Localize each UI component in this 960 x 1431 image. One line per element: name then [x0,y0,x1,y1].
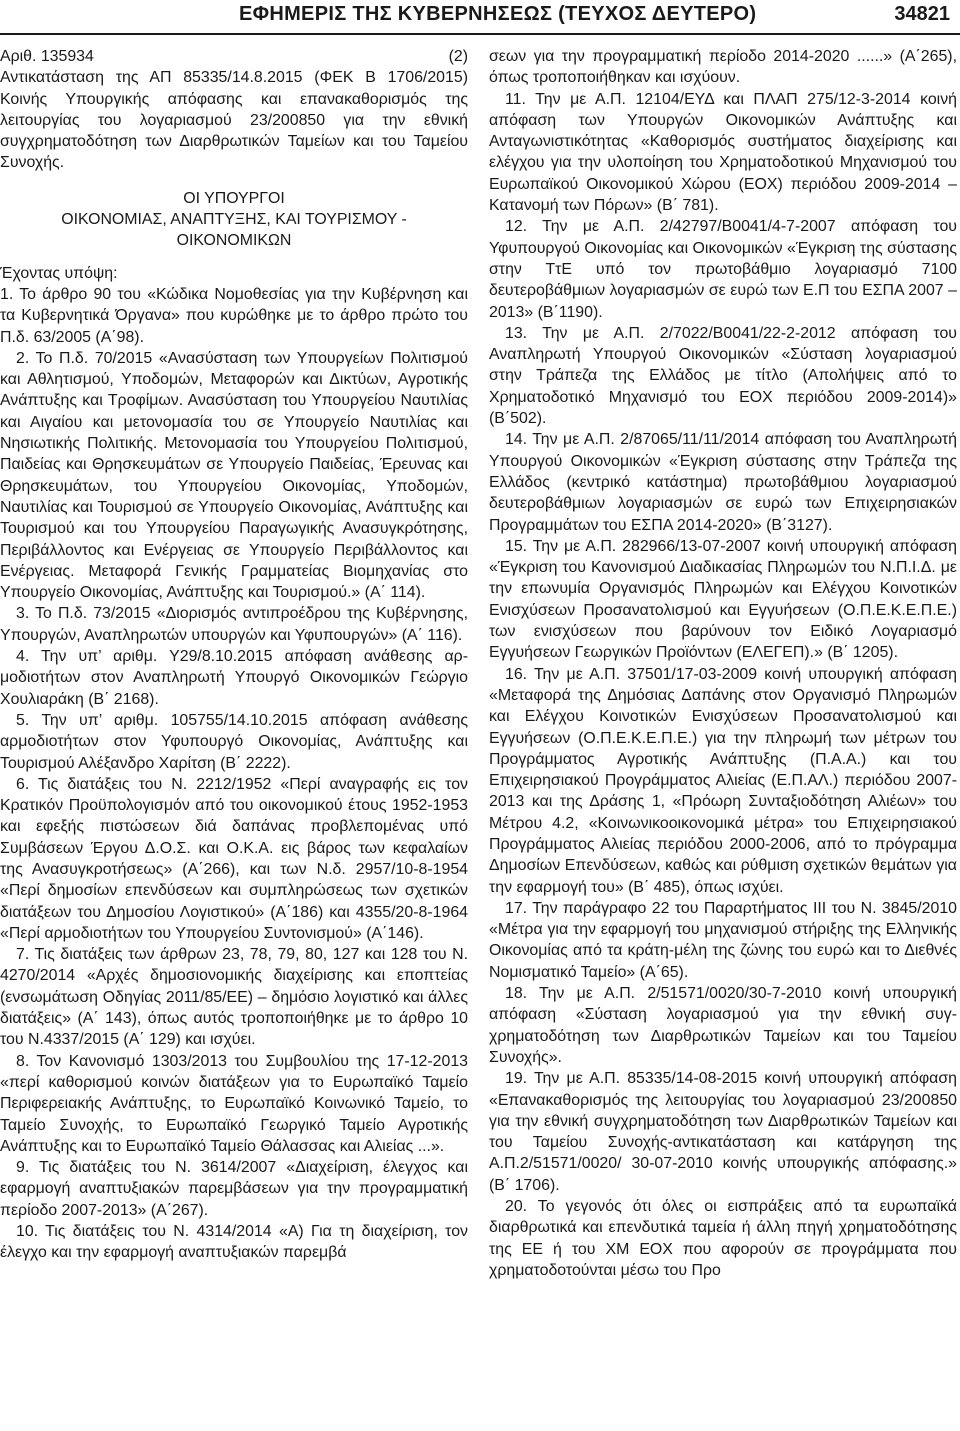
decision-reference [0,46,468,67]
ministers-line-2: ΟΙΚΟΝΟΜΙΑΣ, ΑΝΑΠΤΥΞΗΣ, ΚΑΙ ΤΟΥΡΙΣΜΟΥ - [61,211,407,229]
recital-paragraph: 12. Την με Α.Π. 2/42797/Β0041/4-7-2007 απόφαση του Υφυπουργού Οικονομίας και Οικονομικών «Έγκριση της σύστασης στην ΤτΕ υπό τον πρωτοβάθμιο λογαριασμό 7100 δευτεροβάθμιων λογαριασμών σε ευρώ των Ε.Π του ΕΣΠΑ 2007 – 2013» (Β΄1190). [489,218,957,321]
recital-paragraph: 8. Τον Κανονισμό 1303/2013 του Συμβουλίου της 17-12-2013 «περί καθορισμού κοινών διατάξεων για το Ευρωπαϊκό Ταμείο Περιφερειακής Ανάπτυξης, το Ευρωπαϊκό Κοινωνικό Ταμείο, το Ταμείο Συνοχής, το Ευρωπαϊκό Γεωργικό Ταμείο Αγροτικής Ανάπτυξης και το Ευρωπαϊκό Ταμείο Θάλασσας και Αλιείας ...». [0,1052,468,1155]
recital-paragraph: 10. Τις διατάξεις του Ν. 4314/2014 «Α) Για τη διαχείριση, τον έλεγχο και την εφαρμογή αναπτυξιακών παρεμβά [0,1223,468,1262]
recital-paragraph: 17. Την παράγραφο 22 του Παραρτήματος ΙΙΙ του Ν. 3845/2010 «Μέτρα για την εφαρμογή του μηχανισμού στήριξης της Ελληνικής Οικονομίας από τα κράτη-μέλη της ζώνης του ευρώ και το Διεθνές Νομισματικό Ταμείο» (Α΄65). [489,899,957,981]
page-header [0,0,960,40]
recital-paragraph: 9. Τις διατάξεις του Ν. 3614/2007 «Διαχείριση, έλεγχος και εφαρμογή αναπτυξιακών παρεμβάσεων για την προγραμματική περίοδο 2007-2013» (Α΄267). [0,1159,468,1219]
recital-paragraph: 13. Την με Α.Π. 2/7022/Β0041/22-2-2012 απόφαση του Αναπληρωτή Υπουργού Οικονομικών «Σύσταση λογαριασμού στην Τράπεζα της Ελλάδος με τίτλο (Απολήψεις από το Χρηματοδοτικό Μηχανισμό του ΕΟΧ περιόδου 2009-2014)» (Β΄502). [489,324,957,428]
recital-paragraph: 19. Την με Α.Π. 85335/14-08-2015 κοινή υπουργική απόφαση «Επανακαθορισμός της λειτουργίας του λογαριασμού 23/200850 για την εθνική συγχρηματοδότηση των Διαρθρωτικών Ταμείων και του Ταμείου Συνοχής-αντικατάσταση και κατάργηση της Α.Π.2/51571/0020/ 30-07-2010 κοινής υπουργικής απόφασης.» (Β΄ 1706). [489,1070,957,1194]
gazette-title: ΕΦΗΜΕΡΙΣ ΤΗΣ ΚΥΒΕΡΝΗΣΕΩΣ (ΤΕΥΧΟΣ ΔΕΥΤΕΡΟ) [239,3,757,25]
recital-paragraph: 16. Την με Α.Π. 37501/17-03-2009 κοινή υπουργική απόφαση «Μεταφορά της Δημόσιας Δαπάνης στον Οργανισμό Πληρωμών και Ελέγχου Κοινοτικών Ενισχύσεων Προσανατολισμού και Εγγυήσεων (Ο.Π.Ε.Κ.Ε.Π.Ε.) για την πληρωμή των μέτρων του Προγράμματος Αγροτικής Ανάπτυξης (Π.Α.Α.) και του Επιχειρησιακού Προγράμματος Αλιείας (Ε.Π.ΑΛ.) περιόδου 2007-2013 και της Δράσης 1, «Πρόωρη Συνταξιοδότηση Αλιέων» του Μέτρου 4.2, «Κοινωνικοοικονομικά μέτρα» του Επιχειρησιακού Προγράμματος Αλιείας περιόδου 2000-2006, από το πρόγραμμα Δημοσίων Επενδύσεων, καθώς και ρύθμιση σχετικών θεμάτων για την εφαρμογή του» (Β΄ 485), όπως ισχύει. [489,665,957,896]
decision-title: Αντικατάσταση της ΑΠ 85335/14.8.2015 (ΦΕΚ Β 1706/2015) Κοινής Υπουργικής απόφασης και επανακαθορισμός της λειτουργίας του λογαριασμού 23/200850 για την εθνική συγχρηματοδότηση των Διαρθρωτικών Ταμείων και του Ταμείου Συνοχής. [0,69,468,172]
recital-continuation: σεων για την προγραμματική περίοδο 2014-2020 ......» (Α΄265), όπως τροποποιήθηκαν και ισχύουν. [489,48,957,87]
recital-paragraph: 4. Την υπ’ αριθμ. Υ29/8.10.2015 απόφαση ανάθεσης αρμοδιοτήτων στον Αναπληρωτή Υπουργό Οικονομικών Γεώργιο Χουλιαράκη (Β΄ 2168). [0,648,468,708]
recital-paragraph: 6. Τις διατάξεις του Ν. 2212/1952 «Περί αναγραφής εις τον Κρατικόν Προϋπολογισμόν από του οικονομικού έτους 1952-1953 και εφεξής πιστώσεων διά δαπάνας προβλεπομένας υπό Συμβάσεων Έργου Δ.Ο.Σ. και Ο.Κ.Α. εις βάρος των κεφαλαίων της Ανασυγκροτήσεως» (Α΄266), και των Ν.δ. 2957/10-8-1954 «Περί δημοσίων επενδύσεων και συμπληρώσεως των σχετικών διατάξεων του Δημοσίου Λογιστικού» (Α΄186) και 4355/20-8-1964 «Περί αρμοδιοτήτων του Υπουργείου Συντονισμού» (Α΄146). [0,775,468,942]
decision-number: Αριθ. 135934 [0,48,94,65]
right-column [489,46,957,1281]
recital-paragraph: 15. Την με Α.Π. 282966/13-07-2007 κοινή υπουργική απόφαση «Έγκριση του Κανονισμού Διαδικασίας Πληρωμών του Ν.Π.Ι.Δ. με την επωνυμία Οργανισμός Πληρωμών και Ελέγχου Κοινοτικών Ενισχύσεων Προσανατολισμού και Εγγυήσεων (Ο.Π.Ε.Κ.Ε.Π.Ε.) των ενισχύσεων που βαρύνουν τον Ειδικό Λογαριασμό Εγγυήσεων Γεωργικών Προϊόντων (ΕΛΕΓΕΠ).» (Β΄ 1205). [489,537,957,662]
recital-paragraph: 7. Τις διατάξεις των άρθρων 23, 78, 79, 80, 127 και 128 του Ν. 4270/2014 «Αρχές δημοσιονομικής διαχείρισης και εποπτείας (ενσωμάτωση Οδηγίας 2011/85/ΕΕ) – δημόσιο λογιστικό και άλλες διατάξεις» (Α΄ 143), όπως αυτός τροποποιήθηκε με το άρθρο 10 του Ν.4337/2015 (Α΄ 129) και ισχύει. [0,946,468,1049]
ministers-line-1: ΟΙ ΥΠΟΥΡΓΟΙ [183,189,285,207]
recital-paragraph: 20. Το γεγονός ότι όλες οι εισπράξεις από τα ευρωπαϊκά διαρθρωτικά και επενδυτικά ταμεία ή άλλη πηγή χρηματοδότησης της ΕΕ ή του ΧΜ ΕΟΧ που αφορούν σε προγράμματα που χρηματοδοτούνται μέσω του Προ [489,1198,957,1279]
decision-marker: (2) [448,48,468,65]
ministers-line-3: ΟΙΚΟΝΟΜΙΚΩΝ [176,232,292,250]
having-regard-label: Έχοντας υπόψη: [0,264,118,282]
recital-paragraph: 2. Το Π.δ. 70/2015 «Ανασύσταση των Υπουργείων Πολιτισμού και Αθλητισμού, Υποδομών, Μεταφορών και Δικτύων, Αγροτικής Ανάπτυξης και Τροφίμων. Ανασύσταση του Υπουργείου Ναυτιλίας και Αιγαίου και μετονομασία του σε Υπουργείο Ναυτιλίας και Νησιωτικής Πολιτικής. Μετονομασία του Υπουργείου Πολιτισμού, Παιδείας και Θρησκευμάτων σε Υπουργείο Παιδείας, Έρευνας και Θρησκευμάτων, του Υπουργείου Οικονομίας, Υποδομών, Ναυτιλίας και Τουρισμού σε Υπουργείο Οικονομίας, Ανάπτυξης και Τουρισμού και του Υπουργείου Παραγωγικής Ανασυγκρότησης, Περιβάλλοντος και Ενέργειας σε Υπουργείο Περιβάλλοντος και Ενέργειας. Μεταφορά Γενικής Γραμματείας Βιομηχανίας στο Υπουργείο Οικονομίας, Ανάπτυξης και Τουρισμού.» (Α΄ 114). [0,349,468,602]
header-rule [0,33,960,35]
ministers-heading [0,188,468,252]
recital-paragraph: 14. Την με Α.Π. 2/87065/11/11/2014 απόφαση του Αναπληρωτή Υπουργού Οικονομικών «Έγκριση σύστασης στην Τράπεζα της Ελλάδος (κεντρικό κατάστημα) πρωτοβάθμιου λογαριασμού δευτεροβάθμιων λογαριασμών σε ευρώ των Επιχειρησιακών Προγραμμάτων του ΕΣΠΑ 2014-2020» (Β΄3127). [489,431,957,534]
left-column [0,46,468,1264]
recital-paragraph: 5. Την υπ’ αριθμ. 105755/14.10.2015 απόφαση ανάθεσης αρμοδιοτήτων στον Υφυπουργό Οικονομίας, Ανάπτυξης και Τουρισμού Αλέξανδρο Χαρίτση (Β΄ 2222). [0,711,468,772]
recital-paragraph: 18. Την με Α.Π. 2/51571/0020/30-7-2010 κοινή υπουργική απόφαση «Σύσταση λογαριασμού για την εθνική συγχρηματοδότηση των Διαρθρωτικών Ταμείων και του Ταμείου Συνοχής». [489,985,957,1066]
recital-paragraph: 1. Το άρθρο 90 του «Κώδικα Νομοθεσίας για την Κυβέρνηση και τα Κυβερνητικά Όργανα» που κυρώθηκε με το άρθρο πρώτο του Π.δ. 63/2005 (Α΄98). [0,285,468,346]
page-number: 34821 [894,3,950,25]
recital-paragraph: 3. Το Π.δ. 73/2015 «Διορισμός αντιπροέδρου της Κυβέρνησης, Υπουργών, Αναπληρωτών υπουργών και Υφυπουργών» (Α΄ 116). [0,605,468,644]
recital-paragraph: 11. Την με Α.Π. 12104/ΕΥΔ και ΠΛΑΠ 275/12-3-2014 κοινή απόφαση των Υπουργών Οικονομικών Ανάπτυξης και Ανταγωνιστικότητας «Καθορισμός συστήματος διαχείρισης και ελέγχου για την υλοποίηση του Χρηματοδοτικού Μηχανισμού του Ευρωπαϊκού Οικονομικού Χώρου (ΕΟΧ) περιόδου 2009-2014 – Κατανομή των Πόρων» (Β΄ 781). [489,90,957,215]
